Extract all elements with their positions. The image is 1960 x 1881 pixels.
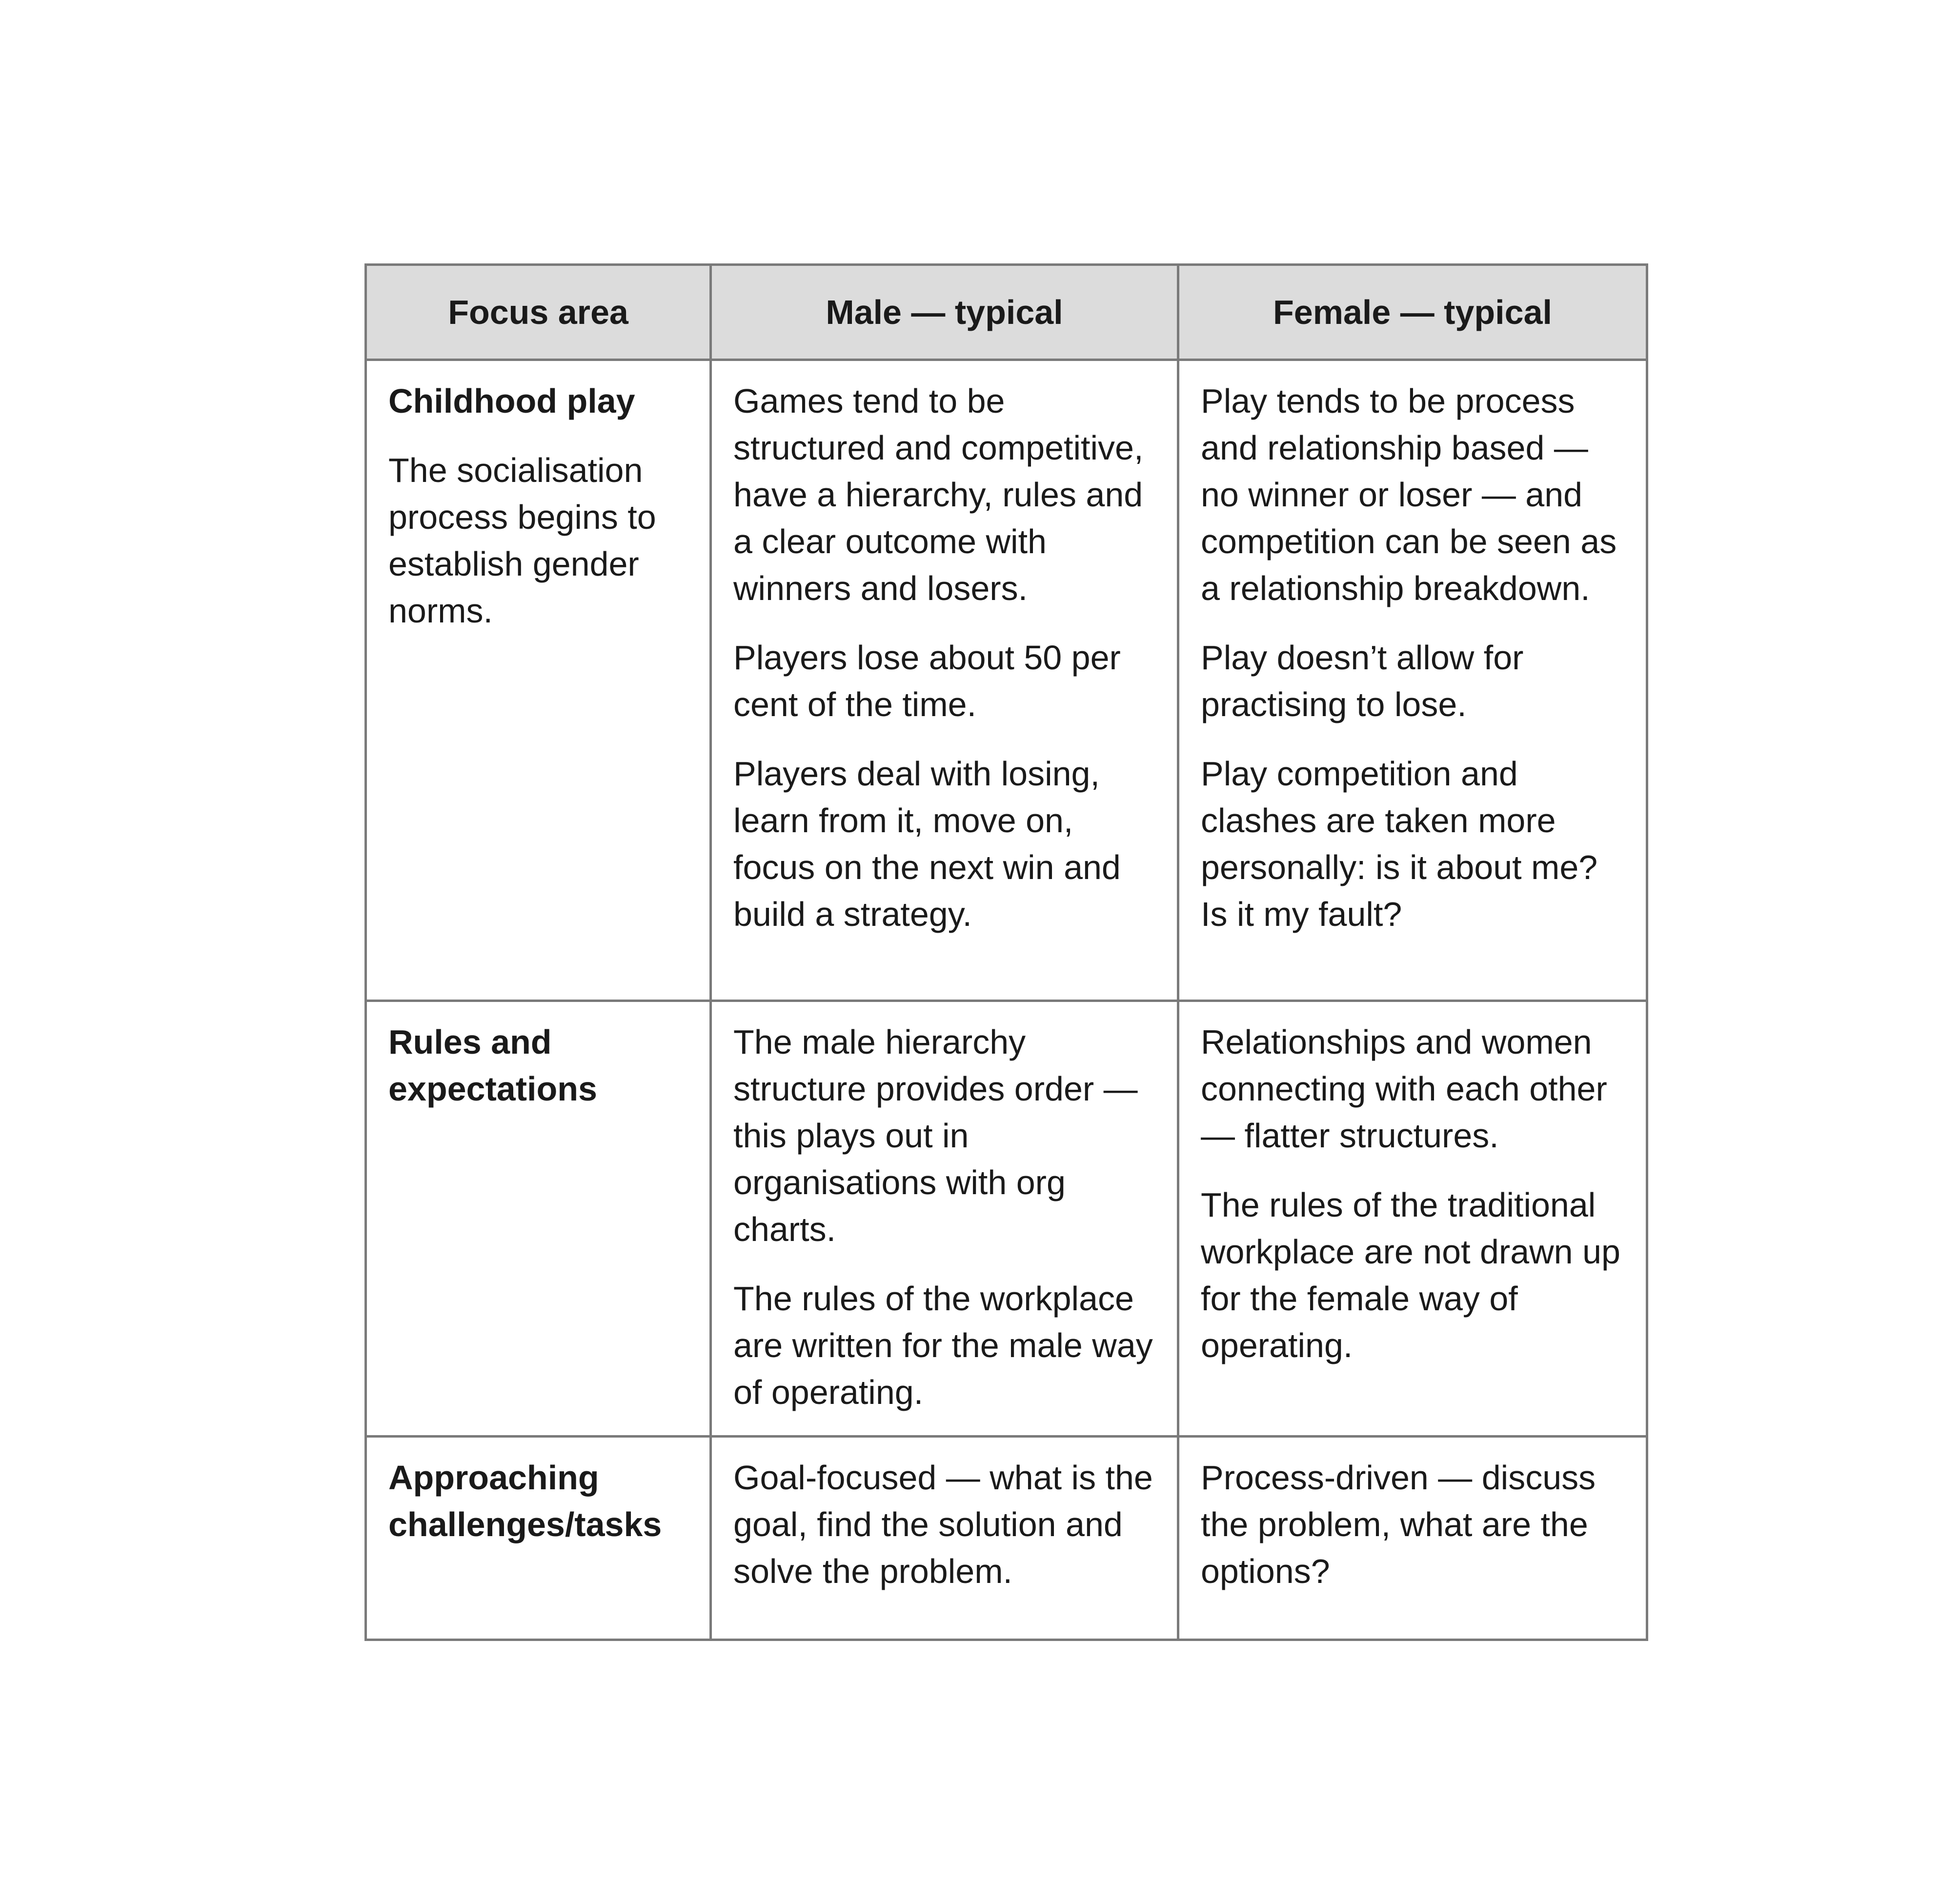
- table-row-approaching-challenges: [366, 1437, 1647, 1640]
- focus-title: Childhood play: [388, 382, 635, 420]
- female-paragraph: Play competition and clashes are taken more personally: is it about me? Is it my fault?: [1201, 755, 1598, 933]
- table-row-rules-and-expectations: [366, 1001, 1647, 1437]
- female-cell: [1178, 360, 1647, 1001]
- female-paragraph: Relationships and women connecting with each other — flatter structures.: [1201, 1023, 1607, 1155]
- female-paragraph: The rules of the traditional workplace are not drawn up for the female way of operating.: [1201, 1186, 1620, 1364]
- focus-title: Rules and expectations: [388, 1023, 597, 1108]
- male-cell: [711, 360, 1178, 1001]
- header-male-typical: Male — typical: [711, 265, 1178, 360]
- focus-note: The socialisation process begins to establish gender norms.: [388, 451, 656, 630]
- male-paragraph: Players deal with losing, learn from it, move on, focus on the next win and build a strategy.: [733, 755, 1121, 933]
- male-cell: [711, 1001, 1178, 1437]
- female-paragraph: Play tends to be process and relationship based — no winner or loser — and competition can be seen as a relationship breakdown.: [1201, 382, 1617, 607]
- header-focus-area: Focus area: [366, 265, 711, 360]
- gender-comparison-table: [364, 263, 1648, 1641]
- male-paragraph: The male hierarchy structure provides order — this plays out in organisations with org charts.: [733, 1023, 1138, 1248]
- male-paragraph: The rules of the workplace are written for the male way of operating.: [733, 1280, 1153, 1411]
- male-paragraph: Games tend to be structured and competitive, have a hierarchy, rules and a clear outcome with winners and losers.: [733, 382, 1144, 607]
- focus-cell: [366, 1001, 711, 1437]
- female-cell: [1178, 1001, 1647, 1437]
- header-female-typical: Female — typical: [1178, 265, 1647, 360]
- header-row: [366, 265, 1647, 360]
- table-row-childhood-play: [366, 360, 1647, 1001]
- female-cell: [1178, 1437, 1647, 1640]
- focus-cell: [366, 1437, 711, 1640]
- table-header: [366, 265, 1647, 360]
- female-paragraph: Process-driven — discuss the problem, what are the options?: [1201, 1459, 1596, 1590]
- male-cell: [711, 1437, 1178, 1640]
- female-paragraph: Play doesn’t allow for practising to lose.: [1201, 639, 1524, 723]
- male-paragraph: Goal-focused — what is the goal, find the solution and solve the problem.: [733, 1459, 1153, 1590]
- focus-cell: [366, 360, 711, 1001]
- table-body: [366, 360, 1647, 1640]
- male-paragraph: Players lose about 50 per cent of the time.: [733, 639, 1121, 723]
- focus-title: Approaching challenges/tasks: [388, 1459, 662, 1543]
